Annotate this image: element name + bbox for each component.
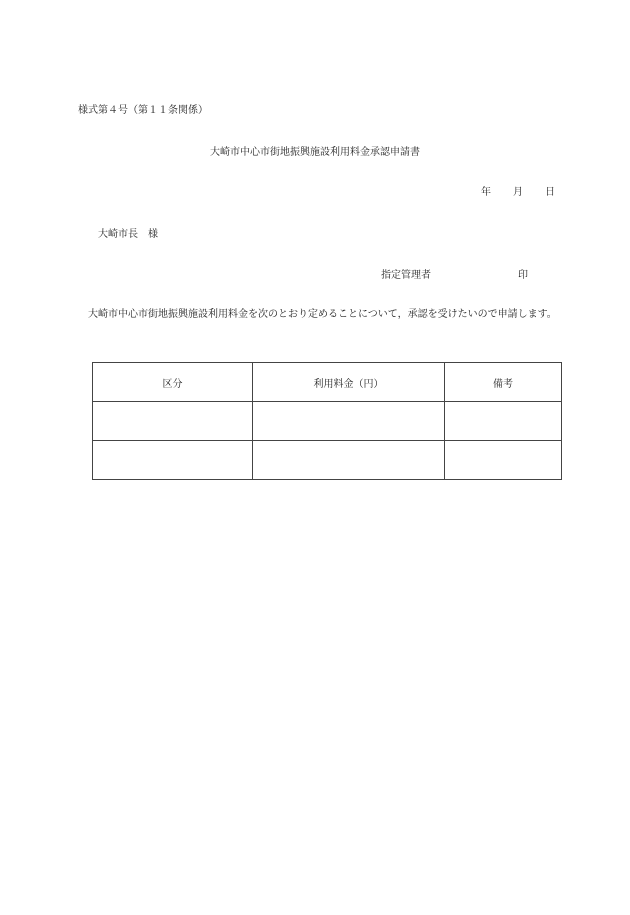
table-cell-remarks[interactable] xyxy=(445,402,562,441)
table-cell-fee[interactable] xyxy=(253,402,445,441)
date-year-label: 年 xyxy=(481,187,491,198)
table-cell-category[interactable] xyxy=(93,402,253,441)
table-row xyxy=(93,441,562,480)
table-cell-fee[interactable] xyxy=(253,441,445,480)
header-category: 区分 xyxy=(93,363,253,402)
table-cell-remarks[interactable] xyxy=(445,441,562,480)
table-row xyxy=(93,402,562,441)
table-header-row xyxy=(93,363,562,402)
fee-table xyxy=(92,362,562,480)
applicant-label: 指定管理者 xyxy=(381,270,431,281)
date-day-label: 日 xyxy=(545,187,555,198)
form-number: 様式第４号（第１１条関係） xyxy=(78,105,208,116)
body-text: 大崎市中心市街地振興施設利用料金を次のとおり定めることについて，承認を受けたいので申請します。 xyxy=(88,309,557,320)
document-title: 大崎市中心市街地振興施設利用料金承認申請書 xyxy=(210,147,420,158)
table-cell-category[interactable] xyxy=(93,441,253,480)
seal-label: 印 xyxy=(518,270,528,281)
date-month-label: 月 xyxy=(513,187,523,198)
recipient: 大崎市長 様 xyxy=(98,229,158,240)
header-remarks: 備考 xyxy=(445,363,562,402)
header-fee: 利用料金（円） xyxy=(253,363,445,402)
